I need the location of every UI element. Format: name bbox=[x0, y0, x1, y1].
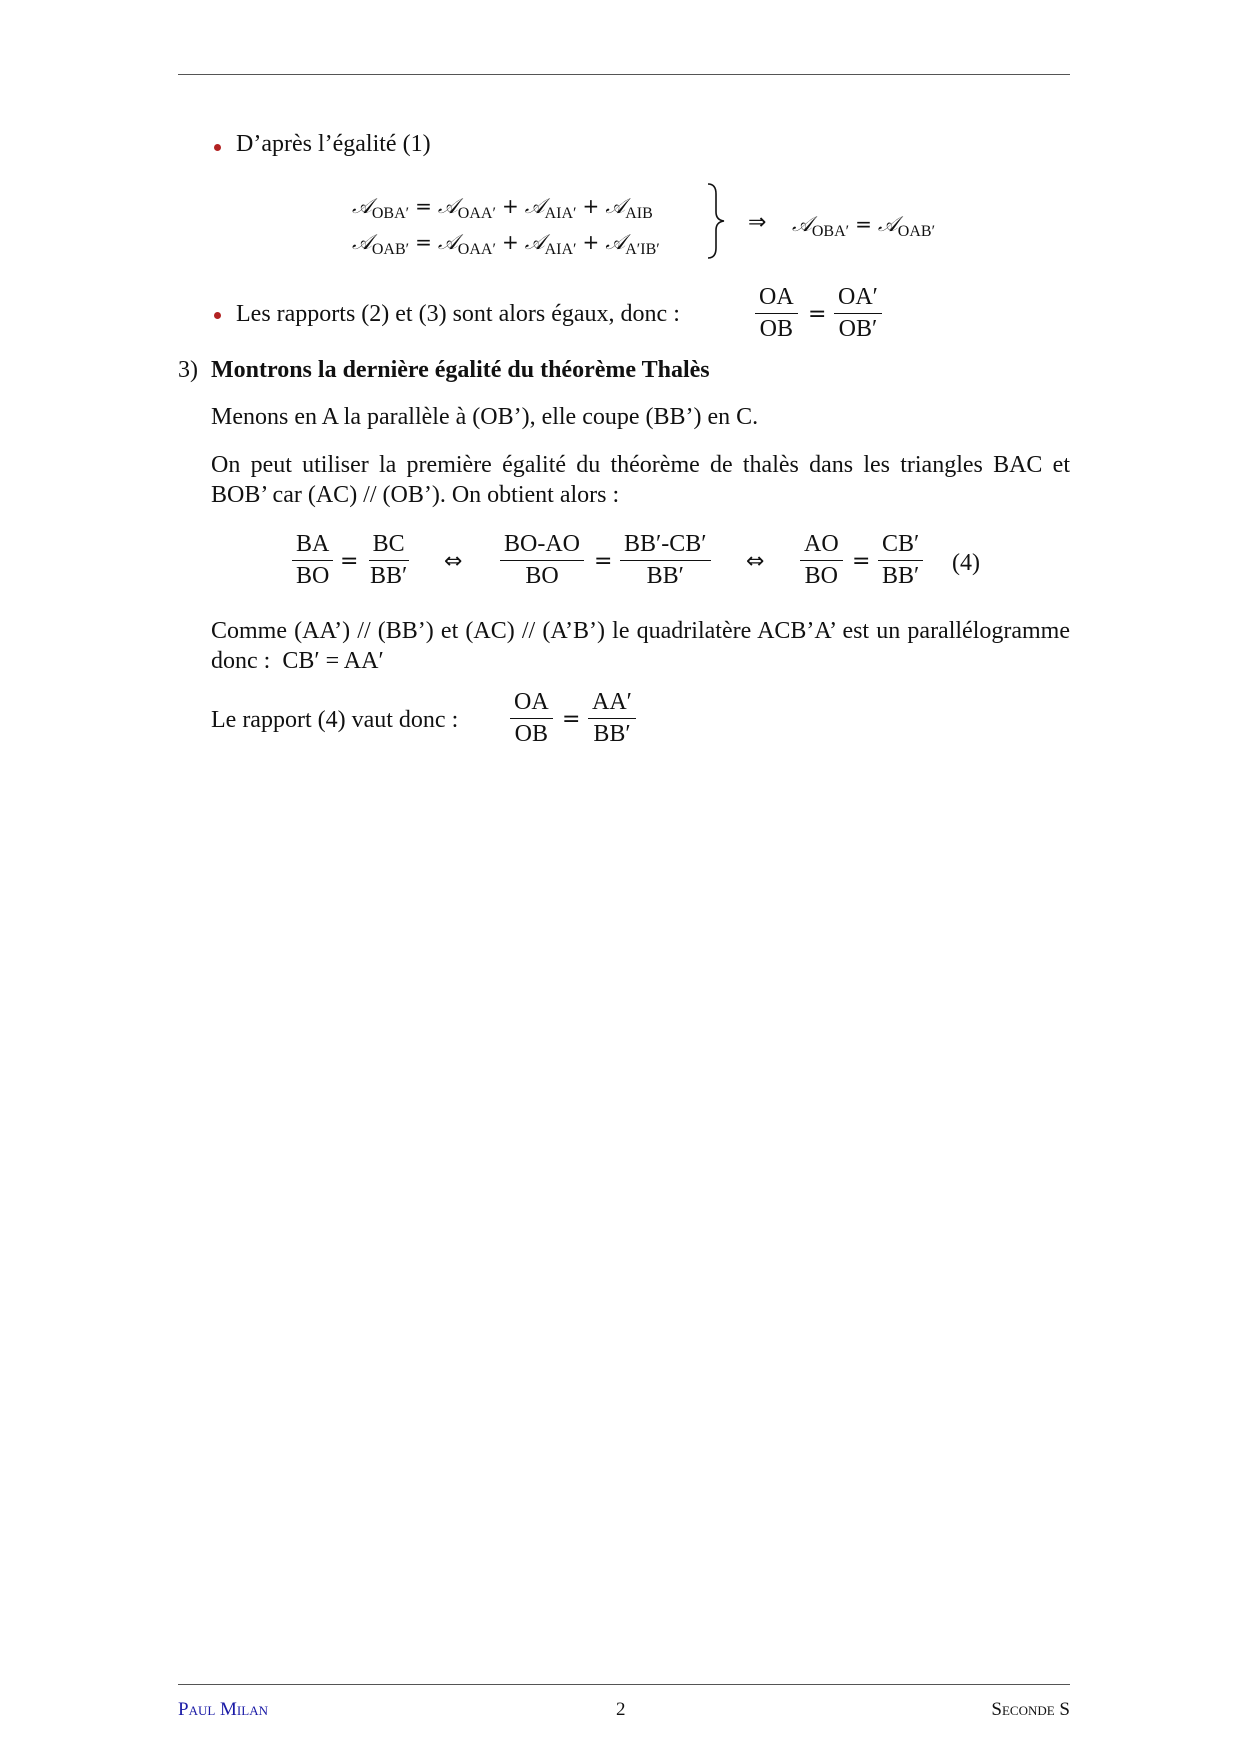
equals-sign: = bbox=[594, 549, 613, 574]
equation-label: (4) bbox=[952, 550, 980, 576]
bullet-icon bbox=[214, 144, 221, 151]
bullet2-text: Les rapports (2) et (3) sont alors égaux, donc : bbox=[236, 301, 680, 327]
section-number: 3) bbox=[178, 357, 198, 383]
paragraph-4: Le rapport (4) vaut donc : bbox=[211, 707, 459, 733]
equals-sign: = bbox=[340, 549, 359, 574]
fraction-oa-prime-ob-prime: $\frac{OA'}{OB'}$ bbox=[834, 285, 882, 342]
header-rule bbox=[178, 74, 1070, 75]
paragraph-2: On peut utiliser la première égalité du théorème de thalès dans les triangles BAC et BOB’ car (AC) // (OB’). On obtient alors : bbox=[211, 452, 1070, 508]
system-row-2: 𝒜$_{OAB'}$ = 𝒜$_{OAA'}$ + 𝒜$_{AIA'}$ + 𝒜$_{A'IB'}$ bbox=[352, 230, 660, 258]
iff-icon: ⇔ bbox=[746, 549, 765, 574]
paragraph-3: Comme (AA’) // (BB’) et (AC) // (A’B’) le quadrilatère ACB’A’ est un parallélogramme donc : CB′ = AA′ bbox=[211, 618, 1070, 674]
fraction-boao-bo: $\frac{BO-AO}{BO}$ bbox=[500, 532, 584, 589]
footer-author: Paul Milan bbox=[178, 1699, 268, 1720]
implies-icon: ⇒ bbox=[748, 210, 767, 235]
footer-class: Seconde S bbox=[991, 1699, 1070, 1720]
fraction-bc-bb-prime: $\frac{BC}{BB'}$ bbox=[370, 531, 408, 590]
iff-icon: ⇔ bbox=[444, 549, 463, 574]
bullet1-text: D’après l’égalité (1) bbox=[236, 131, 431, 157]
fraction-cb-bb-prime: $\frac{CB'}{BB'}$ bbox=[878, 532, 923, 589]
equals-sign: = bbox=[562, 707, 581, 732]
fraction-ao-bo: $\frac{AO}{BO}$ bbox=[800, 532, 843, 589]
section-title: Montrons la dernière égalité du théorème Thalès bbox=[211, 357, 710, 383]
system-result: 𝒜$_{OBA'}$ = 𝒜$_{OAB'}$ bbox=[792, 212, 936, 240]
fraction-bbcb-bb-prime: $\frac{BB'-CB'}{BB'}$ bbox=[620, 532, 711, 589]
right-brace-icon bbox=[704, 182, 728, 260]
fraction-oa-ob-final: $\frac{OA}{OB}$ bbox=[510, 690, 553, 747]
system-row-1: 𝒜$_{OBA'}$ = 𝒜$_{OAA'}$ + 𝒜$_{AIA'}$ + 𝒜$_{AIB}$ bbox=[352, 194, 653, 222]
equals-sign: = bbox=[852, 549, 871, 574]
footer-rule bbox=[178, 1684, 1070, 1685]
fraction-oa-ob: $\frac{OA}{OB}$ bbox=[755, 285, 798, 342]
fraction-aa-bb-prime: $\frac{AA'}{BB'}$ bbox=[588, 690, 636, 747]
fraction-ba-bo: $\frac{BA}{BO}$ bbox=[292, 532, 333, 589]
equals-sign: = bbox=[808, 302, 827, 327]
page-number: 2 bbox=[616, 1699, 626, 1720]
paragraph-1: Menons en A la parallèle à (OB’), elle coupe (BB’) en C. bbox=[211, 404, 759, 430]
bullet-icon bbox=[214, 312, 221, 319]
